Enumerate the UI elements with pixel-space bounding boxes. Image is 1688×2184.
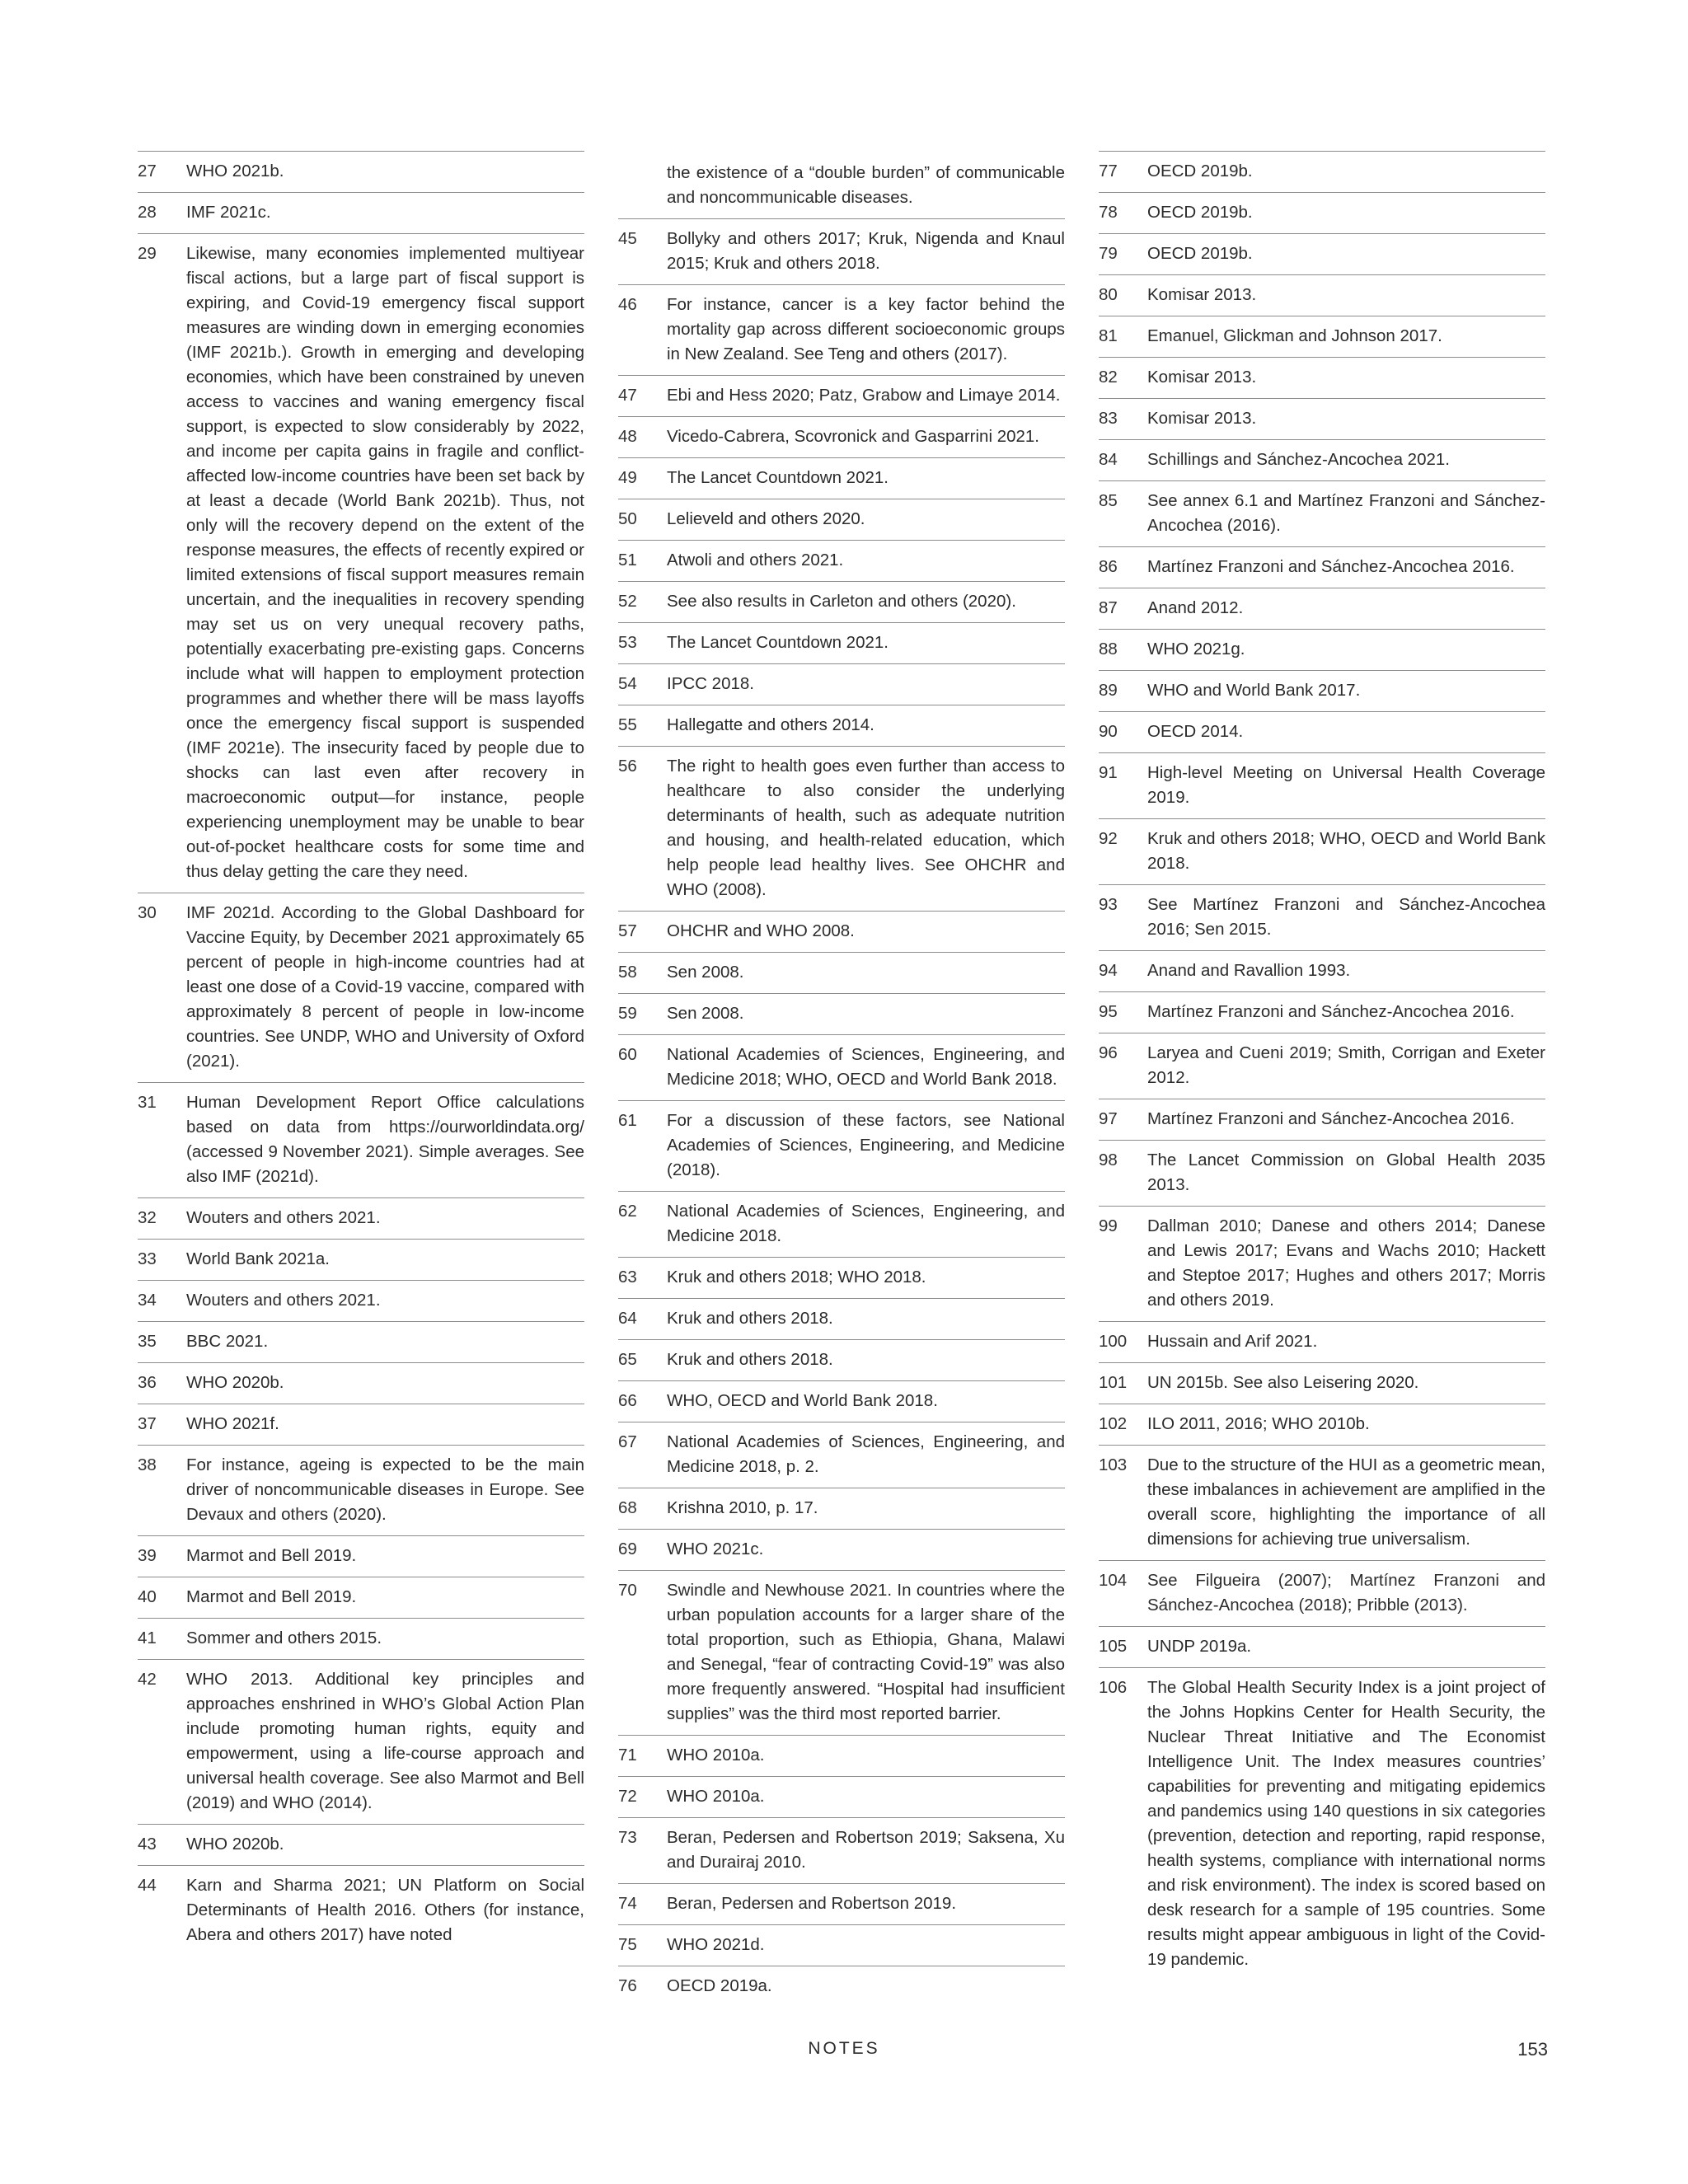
note-entry [138,1280,584,1321]
note-entry [1099,1321,1545,1362]
note-text: For instance, cancer is a key factor behind the mortality gap across different socioeconomic groups in New Zealand. See Teng and others (2017). [667,295,1065,363]
note-number: 58 [618,963,637,982]
note-number: 42 [138,1670,157,1689]
note-entry [1099,316,1545,357]
note-entry [138,1082,584,1197]
note-entry [138,1362,584,1404]
note-number: 53 [618,633,637,652]
note-text: OECD 2019a. [667,1976,772,1995]
note-text: Marmot and Bell 2019. [186,1546,357,1565]
note-entry [138,233,584,893]
note-text: WHO 2021b. [186,162,284,180]
note-number: 34 [138,1291,157,1310]
note-number: 29 [138,244,157,263]
note-text: The Lancet Countdown 2021. [667,633,889,652]
note-text: High-level Meeting on Universal Health Coverage 2019. [1147,763,1545,807]
note-entry [1099,546,1545,588]
note-number: 37 [138,1414,157,1433]
note-entry [138,1321,584,1362]
note-text: WHO 2010a. [667,1746,765,1765]
note-text: Ebi and Hess 2020; Patz, Grabow and Limaye 2014. [667,386,1061,405]
note-number: 46 [618,295,637,314]
note-entry [138,1197,584,1239]
note-entry [618,1883,1065,1924]
note-number: 59 [618,1004,637,1023]
note-text: Bollyky and others 2017; Kruk, Nigenda and Knaul 2015; Kruk and others 2018. [667,229,1065,273]
note-entry [1099,670,1545,711]
note-number: 48 [618,427,637,446]
note-entry [618,284,1065,375]
note-entry [618,993,1065,1034]
note-number: 60 [618,1045,637,1064]
note-entry [1099,439,1545,480]
note-text: National Academies of Sciences, Engineering, and Medicine 2018; WHO, OECD and World Bank 2018. [667,1045,1065,1089]
note-number: 56 [618,757,637,776]
note-entry [618,1924,1065,1966]
note-number: 89 [1099,681,1118,700]
note-entry [618,1034,1065,1100]
note-text: ILO 2011, 2016; WHO 2010b. [1147,1414,1370,1433]
note-entry [1099,1626,1545,1667]
note-text: Sen 2008. [667,963,744,982]
note-text: OECD 2014. [1147,722,1244,741]
note-number: 87 [1099,598,1118,617]
note-text: IMF 2021d. According to the Global Dashboard for Vaccine Equity, by December 2021 approximately 65 percent of people in high-income countries had at least one dose of a Covid-19 vaccine, compared with approximately 8 percent of people in low-income countries. See UNDP, WHO and University of Oxford (2021). [186,903,584,1071]
note-number: 96 [1099,1043,1118,1062]
note-entry [618,1380,1065,1422]
note-text: Komisar 2013. [1147,285,1257,304]
note-entry [1099,950,1545,991]
note-text: Dallman 2010; Danese and others 2014; Danese and Lewis 2017; Evans and Wachs 2010; Hackett and Steptoe 2017; Hughes and others 2017; Morris and others 2019. [1147,1216,1545,1310]
note-number: 81 [1099,326,1118,345]
note-number: 68 [618,1498,637,1517]
notes-column-3 [1099,151,1545,1980]
note-entry [618,1570,1065,1735]
note-text: WHO 2021c. [667,1540,764,1558]
note-entry [1099,151,1545,192]
footer-section-label: NOTES [808,2039,880,2058]
note-entry [138,1865,584,1956]
note-text: Kruk and others 2018; WHO 2018. [667,1268,926,1286]
note-number: 79 [1099,244,1118,263]
note-entry [618,705,1065,746]
note-entry [138,1404,584,1445]
note-entry [618,1298,1065,1339]
note-text: WHO 2010a. [667,1787,765,1806]
note-entry [618,540,1065,581]
note-number: 50 [618,509,637,528]
note-number: 72 [618,1787,637,1806]
note-number: 82 [1099,368,1118,387]
note-number: 100 [1099,1332,1128,1351]
note-entry [1099,711,1545,752]
note-entry [138,1577,584,1618]
note-number: 86 [1099,557,1118,576]
note-text: WHO 2021f. [186,1414,279,1433]
note-text: Anand 2012. [1147,598,1244,617]
note-number: 97 [1099,1109,1118,1128]
note-entry [1099,1362,1545,1404]
note-entry [138,1618,584,1659]
note-text: Anand and Ravallion 1993. [1147,961,1351,980]
note-text: Atwoli and others 2021. [667,551,844,569]
note-number: 54 [618,674,637,693]
note-entry [138,1535,584,1577]
note-text: Martínez Franzoni and Sánchez-Ancochea 2016. [1147,557,1515,576]
note-number: 106 [1099,1678,1128,1697]
note-number: 95 [1099,1002,1118,1021]
note-text: Karn and Sharma 2021; UN Platform on Social Determinants of Health 2016. Others (for instance, Abera and others 2017) have noted [186,1876,584,1944]
note-text: The Lancet Countdown 2021. [667,468,889,487]
note-entry [1099,398,1545,439]
note-text: Kruk and others 2018. [667,1350,833,1369]
note-text: OHCHR and WHO 2008. [667,921,855,940]
note-number: 105 [1099,1637,1128,1656]
note-entry [618,1817,1065,1883]
note-number: 78 [1099,203,1118,222]
note-entry [1099,1445,1545,1560]
note-entry [1099,1667,1545,1980]
note-number: 51 [618,551,637,569]
note-text: BBC 2021. [186,1332,269,1351]
note-text: See also results in Carleton and others (2020). [667,592,1016,611]
note-entry [138,151,584,192]
note-entry [1099,991,1545,1033]
note-number: 84 [1099,450,1118,469]
note-entry [138,893,584,1082]
note-number: 40 [138,1587,157,1606]
note-text: the existence of a “double burden” of communicable and noncommunicable diseases. [667,163,1065,207]
note-entry [1099,357,1545,398]
note-number: 31 [138,1093,157,1112]
note-entry [618,499,1065,540]
note-text: Emanuel, Glickman and Johnson 2017. [1147,326,1442,345]
note-text: Wouters and others 2021. [186,1208,381,1227]
note-entry [138,1824,584,1865]
note-text: See Filgueira (2007); Martínez Franzoni and Sánchez-Ancochea (2018); Pribble (2013). [1147,1571,1545,1615]
note-text: IPCC 2018. [667,674,754,693]
note-number: 63 [618,1268,637,1286]
note-entry [618,622,1065,663]
note-text: Martínez Franzoni and Sánchez-Ancochea 2016. [1147,1002,1515,1021]
note-number: 70 [618,1581,637,1600]
note-entry [1099,752,1545,818]
note-number: 35 [138,1332,157,1351]
note-text: UNDP 2019a. [1147,1637,1252,1656]
note-number: 45 [618,229,637,248]
note-entry [618,1257,1065,1298]
note-number: 94 [1099,961,1118,980]
note-entry [618,218,1065,284]
note-entry [138,1239,584,1280]
note-entry [618,1529,1065,1570]
note-number: 88 [1099,640,1118,658]
note-number: 39 [138,1546,157,1565]
note-text: Human Development Report Office calculations based on data from https://ourworldindata.org/ (accessed 9 November 2021). Simple averages. See also IMF (2021d). [186,1093,584,1186]
note-text: Likewise, many economies implemented multiyear fiscal actions, but a large part of fiscal support is expiring, and Covid-19 emergency fiscal support measures are winding down in emerging economies (IMF 2021b.). Growth in emerging and developing economies, which have been constrained by uneven access to vaccines and waning emergency fiscal support, is expected to slow considerably by 2022, and income per capita gains in fragile and conflict-affected low-income countries have been set back by at least a decade (World Bank 2021b). Thus, not only will the recovery depend on the extent of the response measures, the effects of recently expired or limited extensions of fiscal support measures remain uncertain, and the inequalities in recovery spending may set us on very unequal recovery paths, potentially exacerbating pre-existing gaps. Concerns include what will happen to employment protection programmes and whether there will be mass layoffs once the emergency fiscal support is suspended (IMF 2021e). The insecurity faced by people due to shocks can last even after recovery in macroeconomic output—for instance, people experiencing unemployment may be unable to bear out-of-pocket healthcare costs for some time and thus delay getting the care they need. [186,244,584,881]
note-number: 76 [618,1976,637,1995]
note-text: National Academies of Sciences, Engineering, and Medicine 2018. [667,1202,1065,1245]
note-text: WHO and World Bank 2017. [1147,681,1361,700]
note-entry [618,1966,1065,2007]
note-text: For instance, ageing is expected to be the main driver of noncommunicable diseases in Europe. See Devaux and others (2020). [186,1455,584,1524]
note-entry [1099,1404,1545,1445]
note-text: Hallegatte and others 2014. [667,715,874,734]
note-number: 102 [1099,1414,1128,1433]
note-text: Martínez Franzoni and Sánchez-Ancochea 2016. [1147,1109,1515,1128]
note-text: Komisar 2013. [1147,368,1257,387]
note-text: Lelieveld and others 2020. [667,509,865,528]
note-text: IMF 2021c. [186,203,271,222]
note-entry [1099,629,1545,670]
note-text: Swindle and Newhouse 2021. In countries where the urban population accounts for a larger share of the total proportion, such as Ethiopia, Ghana, Malawi and Senegal, “fear of contracting Covid-19” was also more frequently answered. “Hospital had insufficient supplies” was the third most reported barrier. [667,1581,1065,1723]
page-number: 153 [1517,2039,1548,2060]
note-entry [1099,1033,1545,1099]
note-text: WHO 2013. Additional key principles and approaches enshrined in WHO’s Global Action Plan include promoting human rights, equity and empowerment, using a life-course approach and universal health coverage. See also Marmot and Bell (2019) and WHO (2014). [186,1670,584,1812]
note-number: 92 [1099,829,1118,848]
note-entry [1099,192,1545,233]
note-number: 74 [618,1894,637,1913]
note-entry [138,1445,584,1535]
note-text: Marmot and Bell 2019. [186,1587,357,1606]
note-number: 43 [138,1835,157,1854]
note-entry [618,1339,1065,1380]
note-text: For a discussion of these factors, see National Academies of Sciences, Engineering, and Medicine (2018). [667,1111,1065,1179]
note-number: 66 [618,1391,637,1410]
note-text: WHO 2020b. [186,1373,284,1392]
note-number: 47 [618,386,637,405]
note-entry [1099,1099,1545,1140]
note-entry [618,375,1065,416]
note-number: 71 [618,1746,637,1765]
note-number: 85 [1099,491,1118,510]
note-number: 69 [618,1540,637,1558]
note-number: 32 [138,1208,157,1227]
note-number: 57 [618,921,637,940]
note-entry [618,1191,1065,1257]
note-text: OECD 2019b. [1147,162,1253,180]
note-number: 38 [138,1455,157,1474]
note-text: World Bank 2021a. [186,1249,330,1268]
note-number: 49 [618,468,637,487]
note-entry [1099,480,1545,546]
note-number: 101 [1099,1373,1128,1392]
note-text: Schillings and Sánchez-Ancochea 2021. [1147,450,1450,469]
note-number: 36 [138,1373,157,1392]
note-text: Krishna 2010, p. 17. [667,1498,818,1517]
note-text: WHO 2020b. [186,1835,284,1854]
note-entry [618,746,1065,911]
note-number: 28 [138,203,157,222]
note-text: UN 2015b. See also Leisering 2020. [1147,1373,1419,1392]
note-number: 30 [138,903,157,922]
note-entry [1099,274,1545,316]
note-entry [1099,1140,1545,1206]
note-number: 73 [618,1828,637,1847]
note-number: 52 [618,592,637,611]
note-entry [618,416,1065,457]
note-text: Sen 2008. [667,1004,744,1023]
note-text: See annex 6.1 and Martínez Franzoni and Sánchez-Ancochea (2016). [1147,491,1545,535]
note-number: 103 [1099,1455,1128,1474]
note-text: Wouters and others 2021. [186,1291,381,1310]
note-entry [618,1422,1065,1488]
note-text: Hussain and Arif 2021. [1147,1332,1318,1351]
notes-column-1 [138,151,584,1956]
note-entry [618,151,1065,218]
note-text: OECD 2019b. [1147,244,1253,263]
note-number: 62 [618,1202,637,1221]
note-entry [618,581,1065,622]
note-entry [618,663,1065,705]
note-entry [618,1100,1065,1191]
note-entry [1099,588,1545,629]
note-number: 27 [138,162,157,180]
note-number: 75 [618,1935,637,1954]
note-number: 99 [1099,1216,1118,1235]
note-number: 93 [1099,895,1118,914]
note-number: 98 [1099,1151,1118,1169]
note-entry [618,952,1065,993]
note-entry [1099,233,1545,274]
note-entry [618,1735,1065,1776]
notes-column-2 [618,151,1065,2007]
note-text: WHO 2021g. [1147,640,1245,658]
note-number: 41 [138,1629,157,1647]
note-text: Beran, Pedersen and Robertson 2019; Saksena, Xu and Durairaj 2010. [667,1828,1065,1872]
note-text: Due to the structure of the HUI as a geometric mean, these imbalances in achievement are amplified in the overall score, highlighting the importance of all dimensions for achieving true universalism. [1147,1455,1545,1549]
note-text: Kruk and others 2018; WHO, OECD and World Bank 2018. [1147,829,1545,873]
note-number: 67 [618,1432,637,1451]
note-entry [618,911,1065,952]
note-text: The right to health goes even further than access to healthcare to also consider the underlying determinants of health, such as adequate nutrition and housing, and health-related education, which help people lead healthy lives. See OHCHR and WHO (2008). [667,757,1065,899]
note-entry [1099,1206,1545,1321]
note-number: 61 [618,1111,637,1130]
note-text: The Lancet Commission on Global Health 2035 2013. [1147,1151,1545,1194]
note-entry [138,192,584,233]
note-text: Beran, Pedersen and Robertson 2019. [667,1894,957,1913]
note-number: 83 [1099,409,1118,428]
note-text: WHO 2021d. [667,1935,765,1954]
note-entry [618,457,1065,499]
note-text: Komisar 2013. [1147,409,1257,428]
note-text: See Martínez Franzoni and Sánchez-Ancochea 2016; Sen 2015. [1147,895,1545,939]
note-number: 55 [618,715,637,734]
note-text: Laryea and Cueni 2019; Smith, Corrigan and Exeter 2012. [1147,1043,1545,1087]
note-text: Kruk and others 2018. [667,1309,833,1328]
note-text: Sommer and others 2015. [186,1629,382,1647]
note-number: 44 [138,1876,157,1895]
note-number: 65 [618,1350,637,1369]
note-text: OECD 2019b. [1147,203,1253,222]
note-number: 33 [138,1249,157,1268]
note-entry [1099,884,1545,950]
note-number: 90 [1099,722,1118,741]
note-text: WHO, OECD and World Bank 2018. [667,1391,938,1410]
note-number: 80 [1099,285,1118,304]
note-text: Vicedo-Cabrera, Scovronick and Gasparrini 2021. [667,427,1040,446]
note-entry [618,1776,1065,1817]
note-number: 104 [1099,1571,1128,1590]
note-entry [618,1488,1065,1529]
note-number [618,161,667,210]
note-entry [1099,1560,1545,1626]
note-entry [138,1659,584,1824]
note-number: 64 [618,1309,637,1328]
note-number: 77 [1099,162,1118,180]
note-entry [1099,818,1545,884]
note-text: The Global Health Security Index is a joint project of the Johns Hopkins Center for Health Security, the Nuclear Threat Initiative and The Economist Intelligence Unit. The Index measures countries’ capabilities for preventing and mitigating epidemics and pandemics using 140 questions in six categories (prevention, detection and reporting, rapid response, health systems, compliance with international norms and risk environment). The index is scored based on desk research for a sample of 195 countries. Some results might appear ambiguous in light of the Covid-19 pandemic. [1147,1678,1545,1969]
note-text: National Academies of Sciences, Engineering, and Medicine 2018, p. 2. [667,1432,1065,1476]
note-number: 91 [1099,763,1118,782]
